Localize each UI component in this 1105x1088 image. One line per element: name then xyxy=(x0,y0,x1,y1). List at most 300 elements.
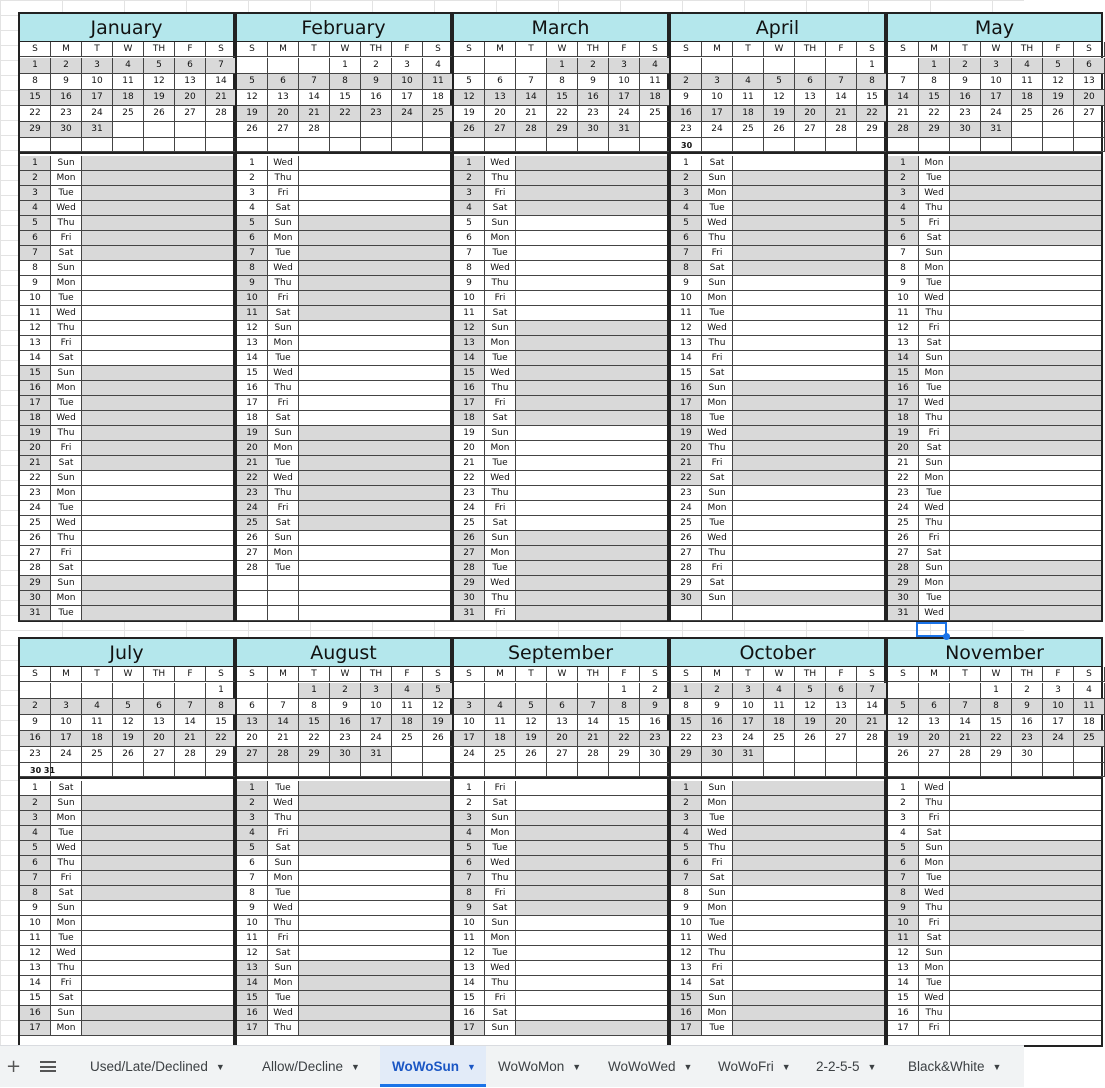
day-name[interactable]: Fri xyxy=(919,916,950,931)
day-notes[interactable] xyxy=(299,576,450,591)
day-notes[interactable] xyxy=(950,411,1101,426)
mini-calendar-day[interactable]: 20 xyxy=(1074,90,1105,106)
mini-calendar-day[interactable] xyxy=(857,763,888,777)
day-name[interactable]: Thu xyxy=(268,916,299,931)
day-number[interactable]: 24 xyxy=(671,501,702,516)
mini-calendar-day[interactable]: 25 xyxy=(764,731,795,747)
day-number[interactable]: 1 xyxy=(20,156,51,171)
mini-calendar-day[interactable]: 23 xyxy=(1012,731,1043,747)
day-notes[interactable] xyxy=(950,1006,1101,1021)
mini-calendar-day[interactable]: 1 xyxy=(857,58,888,74)
day-number[interactable]: 10 xyxy=(454,291,485,306)
mini-calendar-day[interactable] xyxy=(485,138,516,152)
day-name[interactable]: Fri xyxy=(702,561,733,576)
day-name[interactable]: Sat xyxy=(702,871,733,886)
mini-calendar-day[interactable]: 20 xyxy=(237,731,268,747)
day-number[interactable]: 7 xyxy=(888,871,919,886)
day-notes[interactable] xyxy=(299,796,450,811)
day-name[interactable]: Wed xyxy=(51,946,82,961)
day-name[interactable]: Fri xyxy=(485,991,516,1006)
mini-calendar-day[interactable]: 14 xyxy=(206,74,237,90)
mini-calendar-day[interactable] xyxy=(826,58,857,74)
day-name[interactable]: Tue xyxy=(51,501,82,516)
day-number[interactable]: 1 xyxy=(671,156,702,171)
mini-calendar-day[interactable] xyxy=(392,122,423,138)
day-notes[interactable] xyxy=(516,886,667,901)
day-notes[interactable] xyxy=(516,796,667,811)
day-number[interactable]: 9 xyxy=(671,276,702,291)
day-notes[interactable] xyxy=(299,366,450,381)
mini-calendar-day[interactable] xyxy=(640,122,671,138)
day-number[interactable]: 29 xyxy=(888,576,919,591)
day-name[interactable]: Thu xyxy=(702,441,733,456)
day-name[interactable]: Sat xyxy=(51,456,82,471)
day-number[interactable]: 6 xyxy=(454,856,485,871)
mini-calendar-day[interactable]: 26 xyxy=(888,747,919,763)
mini-calendar-day[interactable]: 11 xyxy=(423,74,454,90)
day-name[interactable]: Tue xyxy=(919,276,950,291)
day-notes[interactable] xyxy=(299,991,450,1006)
mini-calendar-day[interactable] xyxy=(764,747,795,763)
mini-calendar-day[interactable]: 6 xyxy=(485,74,516,90)
mini-calendar-day[interactable]: 9 xyxy=(578,74,609,90)
day-name[interactable]: Tue xyxy=(702,516,733,531)
day-number[interactable]: 4 xyxy=(237,826,268,841)
mini-calendar-day[interactable]: 10 xyxy=(702,90,733,106)
mini-calendar-day[interactable]: 18 xyxy=(485,731,516,747)
day-name[interactable]: Sun xyxy=(485,216,516,231)
mini-calendar-day[interactable]: 6 xyxy=(1074,58,1105,74)
day-notes[interactable] xyxy=(950,1021,1101,1036)
day-number[interactable]: 16 xyxy=(237,1006,268,1021)
mini-calendar-day[interactable]: 9 xyxy=(330,699,361,715)
mini-calendar-day[interactable]: 8 xyxy=(547,74,578,90)
day-notes[interactable] xyxy=(299,336,450,351)
mini-calendar-day[interactable] xyxy=(237,138,268,152)
day-number[interactable]: 16 xyxy=(671,381,702,396)
sheet-tab-allow-decline[interactable] xyxy=(250,1046,378,1087)
day-notes[interactable] xyxy=(516,1006,667,1021)
day-name[interactable]: Thu xyxy=(485,591,516,606)
day-number[interactable]: 5 xyxy=(20,841,51,856)
day-notes[interactable] xyxy=(733,186,884,201)
mini-calendar-day[interactable]: 30 xyxy=(702,747,733,763)
day-number[interactable]: 2 xyxy=(671,171,702,186)
day-number[interactable]: 25 xyxy=(20,516,51,531)
mini-calendar-day[interactable]: 1 xyxy=(671,683,702,699)
mini-calendar-day[interactable] xyxy=(671,58,702,74)
selection-handle[interactable] xyxy=(943,633,950,640)
day-name[interactable]: Fri xyxy=(268,931,299,946)
mini-calendar-day[interactable]: 2 xyxy=(51,58,82,74)
mini-calendar-day[interactable]: 11 xyxy=(764,699,795,715)
day-notes[interactable] xyxy=(299,216,450,231)
day-number[interactable]: 2 xyxy=(888,796,919,811)
day-notes[interactable] xyxy=(516,826,667,841)
mini-calendar-day[interactable]: 18 xyxy=(113,90,144,106)
mini-calendar-day[interactable]: 17 xyxy=(454,731,485,747)
day-name[interactable]: Sat xyxy=(268,841,299,856)
day-name[interactable]: Sat xyxy=(51,781,82,796)
day-number[interactable]: 14 xyxy=(237,976,268,991)
day-name[interactable]: Thu xyxy=(485,171,516,186)
mini-calendar-day[interactable]: 5 xyxy=(1043,58,1074,74)
day-number[interactable]: 24 xyxy=(20,501,51,516)
mini-calendar-day[interactable]: 6 xyxy=(547,699,578,715)
day-name[interactable]: Sat xyxy=(51,991,82,1006)
day-number[interactable]: 2 xyxy=(454,796,485,811)
mini-calendar-day[interactable] xyxy=(454,763,485,777)
mini-calendar-day[interactable] xyxy=(268,138,299,152)
day-number[interactable]: 20 xyxy=(237,441,268,456)
day-number[interactable]: 16 xyxy=(888,1006,919,1021)
mini-calendar-day[interactable]: 28 xyxy=(857,731,888,747)
day-name[interactable]: Thu xyxy=(919,901,950,916)
day-notes[interactable] xyxy=(299,396,450,411)
mini-calendar-day[interactable] xyxy=(144,138,175,152)
day-notes[interactable] xyxy=(82,931,233,946)
mini-calendar-day[interactable] xyxy=(423,747,454,763)
day-number[interactable] xyxy=(671,606,702,621)
mini-calendar-day[interactable] xyxy=(485,58,516,74)
day-name[interactable]: Thu xyxy=(51,216,82,231)
mini-calendar-day[interactable]: 10 xyxy=(51,715,82,731)
mini-calendar-day[interactable]: 4 xyxy=(640,58,671,74)
day-name[interactable]: Sun xyxy=(485,321,516,336)
day-notes[interactable] xyxy=(733,931,884,946)
mini-calendar-day[interactable]: 1 xyxy=(981,683,1012,699)
mini-calendar-day[interactable]: 24 xyxy=(51,747,82,763)
day-name[interactable]: Thu xyxy=(702,546,733,561)
day-name[interactable]: Tue xyxy=(485,351,516,366)
mini-calendar-day[interactable] xyxy=(82,763,113,777)
day-number[interactable]: 27 xyxy=(20,546,51,561)
day-number[interactable]: 12 xyxy=(671,321,702,336)
add-sheet-button[interactable]: + xyxy=(6,1056,22,1077)
day-name[interactable]: Wed xyxy=(268,901,299,916)
mini-calendar-day[interactable]: 20 xyxy=(547,731,578,747)
day-name[interactable]: Thu xyxy=(702,946,733,961)
day-number[interactable]: 12 xyxy=(237,946,268,961)
mini-calendar-day[interactable]: 15 xyxy=(609,715,640,731)
day-name[interactable]: Wed xyxy=(268,796,299,811)
day-notes[interactable] xyxy=(516,411,667,426)
day-number[interactable]: 9 xyxy=(671,901,702,916)
day-notes[interactable] xyxy=(299,321,450,336)
day-name[interactable]: Sun xyxy=(702,171,733,186)
day-notes[interactable] xyxy=(950,561,1101,576)
day-notes[interactable] xyxy=(516,931,667,946)
day-name[interactable]: Sun xyxy=(268,426,299,441)
mini-calendar-day[interactable]: 26 xyxy=(1043,106,1074,122)
day-number[interactable]: 4 xyxy=(671,201,702,216)
day-number[interactable]: 3 xyxy=(20,186,51,201)
day-notes[interactable] xyxy=(82,201,233,216)
day-name[interactable]: Sun xyxy=(702,591,733,606)
mini-calendar-day[interactable] xyxy=(578,683,609,699)
mini-calendar-day[interactable]: 21 xyxy=(578,731,609,747)
mini-calendar-day[interactable]: 27 xyxy=(1074,106,1105,122)
day-notes[interactable] xyxy=(299,171,450,186)
day-name[interactable]: Sun xyxy=(51,471,82,486)
day-name[interactable]: Wed xyxy=(919,781,950,796)
day-notes[interactable] xyxy=(299,426,450,441)
day-name[interactable]: Fri xyxy=(51,976,82,991)
day-name[interactable]: Sat xyxy=(702,976,733,991)
day-number[interactable]: 3 xyxy=(454,811,485,826)
mini-calendar-day[interactable]: 3 xyxy=(981,58,1012,74)
mini-calendar-day[interactable]: 21 xyxy=(299,106,330,122)
day-notes[interactable] xyxy=(299,516,450,531)
mini-calendar-day[interactable] xyxy=(392,138,423,152)
day-notes[interactable] xyxy=(733,546,884,561)
day-name[interactable]: Sat xyxy=(702,576,733,591)
day-name[interactable]: Fri xyxy=(919,426,950,441)
day-number[interactable]: 9 xyxy=(20,276,51,291)
mini-calendar-day[interactable] xyxy=(144,683,175,699)
mini-calendar-day[interactable]: 11 xyxy=(113,74,144,90)
day-number[interactable]: 16 xyxy=(20,381,51,396)
day-number[interactable]: 8 xyxy=(237,886,268,901)
day-notes[interactable] xyxy=(733,411,884,426)
day-number[interactable]: 3 xyxy=(237,186,268,201)
day-number[interactable]: 11 xyxy=(671,931,702,946)
mini-calendar-day[interactable]: 12 xyxy=(454,90,485,106)
day-number[interactable]: 13 xyxy=(454,336,485,351)
mini-calendar-day[interactable]: 21 xyxy=(826,106,857,122)
day-name[interactable]: Wed xyxy=(919,606,950,621)
mini-calendar-day[interactable]: 28 xyxy=(299,122,330,138)
chevron-down-icon[interactable]: ▼ xyxy=(867,1061,877,1072)
day-notes[interactable] xyxy=(82,261,233,276)
mini-calendar-day[interactable]: 14 xyxy=(516,90,547,106)
day-name[interactable]: Tue xyxy=(268,886,299,901)
day-notes[interactable] xyxy=(733,501,884,516)
day-number[interactable]: 4 xyxy=(888,201,919,216)
day-number[interactable]: 7 xyxy=(20,246,51,261)
day-number[interactable]: 21 xyxy=(237,456,268,471)
mini-calendar-day[interactable]: 5 xyxy=(516,699,547,715)
day-number[interactable]: 15 xyxy=(888,991,919,1006)
day-notes[interactable] xyxy=(950,916,1101,931)
chevron-down-icon[interactable]: ▼ xyxy=(351,1061,360,1072)
day-name[interactable]: Fri xyxy=(485,291,516,306)
day-name[interactable]: Sat xyxy=(268,201,299,216)
mini-calendar-day[interactable] xyxy=(671,763,702,777)
day-name[interactable]: Sun xyxy=(702,991,733,1006)
day-number[interactable]: 26 xyxy=(237,531,268,546)
day-name[interactable]: Fri xyxy=(268,501,299,516)
day-name[interactable]: Tue xyxy=(51,931,82,946)
day-number[interactable]: 10 xyxy=(454,916,485,931)
day-notes[interactable] xyxy=(950,231,1101,246)
day-notes[interactable] xyxy=(733,276,884,291)
day-notes[interactable] xyxy=(733,426,884,441)
mini-calendar-day[interactable]: 30 xyxy=(330,747,361,763)
day-number[interactable]: 23 xyxy=(671,486,702,501)
mini-calendar-day[interactable]: 3 xyxy=(609,58,640,74)
day-notes[interactable] xyxy=(516,486,667,501)
day-number[interactable]: 14 xyxy=(20,351,51,366)
day-notes[interactable] xyxy=(950,976,1101,991)
day-name[interactable]: Sat xyxy=(268,411,299,426)
mini-calendar-day[interactable]: 31 xyxy=(981,122,1012,138)
day-notes[interactable] xyxy=(299,886,450,901)
day-name[interactable]: Fri xyxy=(702,246,733,261)
mini-calendar-day[interactable] xyxy=(547,763,578,777)
day-name[interactable]: Thu xyxy=(268,276,299,291)
day-notes[interactable] xyxy=(299,781,450,796)
day-name[interactable]: Mon xyxy=(51,591,82,606)
day-notes[interactable] xyxy=(82,336,233,351)
day-number[interactable]: 1 xyxy=(454,156,485,171)
day-notes[interactable] xyxy=(299,486,450,501)
mini-calendar-day[interactable]: 8 xyxy=(299,699,330,715)
day-notes[interactable] xyxy=(950,321,1101,336)
mini-calendar-day[interactable] xyxy=(702,58,733,74)
mini-calendar-day[interactable]: 4 xyxy=(82,699,113,715)
day-name[interactable]: Sun xyxy=(268,856,299,871)
mini-calendar-day[interactable]: 1 xyxy=(547,58,578,74)
day-notes[interactable] xyxy=(950,366,1101,381)
day-notes[interactable] xyxy=(516,171,667,186)
day-number[interactable]: 8 xyxy=(237,261,268,276)
day-notes[interactable] xyxy=(733,216,884,231)
mini-calendar-day[interactable]: 19 xyxy=(764,106,795,122)
day-notes[interactable] xyxy=(950,516,1101,531)
day-notes[interactable] xyxy=(516,501,667,516)
day-number[interactable]: 6 xyxy=(20,856,51,871)
day-number[interactable]: 3 xyxy=(454,186,485,201)
mini-calendar-day[interactable] xyxy=(795,763,826,777)
day-name[interactable]: Mon xyxy=(702,796,733,811)
mini-calendar-day[interactable]: 1 xyxy=(20,58,51,74)
day-notes[interactable] xyxy=(733,811,884,826)
day-number[interactable]: 5 xyxy=(237,841,268,856)
day-number[interactable]: 9 xyxy=(888,901,919,916)
day-name[interactable]: Mon xyxy=(51,276,82,291)
day-number[interactable]: 2 xyxy=(237,171,268,186)
day-notes[interactable] xyxy=(516,456,667,471)
mini-calendar-day[interactable]: 5 xyxy=(113,699,144,715)
day-number[interactable]: 10 xyxy=(20,291,51,306)
day-name[interactable]: Sat xyxy=(268,516,299,531)
mini-calendar-day[interactable]: 11 xyxy=(1012,74,1043,90)
day-notes[interactable] xyxy=(733,471,884,486)
day-notes[interactable] xyxy=(82,396,233,411)
day-notes[interactable] xyxy=(733,291,884,306)
day-name[interactable]: Sat xyxy=(919,336,950,351)
day-name[interactable]: Thu xyxy=(268,381,299,396)
day-number[interactable]: 4 xyxy=(671,826,702,841)
mini-calendar-day[interactable]: 5 xyxy=(795,683,826,699)
mini-calendar-day[interactable] xyxy=(1074,138,1105,152)
mini-calendar-day[interactable]: 1 xyxy=(299,683,330,699)
mini-calendar-day[interactable]: 15 xyxy=(671,715,702,731)
day-number[interactable]: 19 xyxy=(671,426,702,441)
mini-calendar-day[interactable]: 29 xyxy=(20,122,51,138)
mini-calendar-day[interactable]: 14 xyxy=(888,90,919,106)
mini-calendar-day[interactable]: 16 xyxy=(20,731,51,747)
day-name[interactable]: Mon xyxy=(919,961,950,976)
day-number[interactable]: 13 xyxy=(888,336,919,351)
mini-calendar-day[interactable]: 7 xyxy=(857,683,888,699)
mini-calendar-day[interactable] xyxy=(1043,747,1074,763)
day-notes[interactable] xyxy=(82,156,233,171)
mini-calendar-day[interactable]: 11 xyxy=(82,715,113,731)
mini-calendar-day[interactable] xyxy=(516,683,547,699)
mini-calendar-day[interactable] xyxy=(454,683,485,699)
day-name[interactable]: Wed xyxy=(702,826,733,841)
mini-calendar-day[interactable]: 26 xyxy=(144,106,175,122)
day-number[interactable]: 13 xyxy=(671,336,702,351)
day-notes[interactable] xyxy=(299,916,450,931)
day-name[interactable]: Fri xyxy=(919,811,950,826)
day-number[interactable]: 22 xyxy=(20,471,51,486)
mini-calendar-day[interactable] xyxy=(609,138,640,152)
day-notes[interactable] xyxy=(950,811,1101,826)
mini-calendar-day[interactable]: 22 xyxy=(299,731,330,747)
day-notes[interactable] xyxy=(516,531,667,546)
sheet-tab-wowofri[interactable] xyxy=(706,1046,802,1087)
day-number[interactable]: 25 xyxy=(454,516,485,531)
day-notes[interactable] xyxy=(733,396,884,411)
day-number[interactable]: 19 xyxy=(237,426,268,441)
day-name[interactable]: Wed xyxy=(268,156,299,171)
day-number[interactable]: 15 xyxy=(888,366,919,381)
mini-calendar-day[interactable]: 8 xyxy=(981,699,1012,715)
day-number[interactable]: 14 xyxy=(888,351,919,366)
mini-calendar-day[interactable] xyxy=(144,122,175,138)
mini-calendar-day[interactable]: 16 xyxy=(1012,715,1043,731)
day-number[interactable]: 21 xyxy=(454,456,485,471)
mini-calendar-day[interactable]: 22 xyxy=(671,731,702,747)
mini-calendar-day[interactable] xyxy=(826,763,857,777)
day-notes[interactable] xyxy=(299,411,450,426)
day-number[interactable]: 23 xyxy=(20,486,51,501)
day-notes[interactable] xyxy=(299,901,450,916)
day-number[interactable]: 16 xyxy=(237,381,268,396)
mini-calendar-day[interactable]: 16 xyxy=(950,90,981,106)
day-notes[interactable] xyxy=(516,381,667,396)
mini-calendar-day[interactable]: 23 xyxy=(51,106,82,122)
day-number[interactable]: 11 xyxy=(237,306,268,321)
mini-calendar-day[interactable]: 13 xyxy=(547,715,578,731)
mini-calendar-day[interactable] xyxy=(733,58,764,74)
mini-calendar-day[interactable]: 10 xyxy=(454,715,485,731)
day-name[interactable]: Thu xyxy=(485,976,516,991)
day-number[interactable]: 6 xyxy=(237,856,268,871)
day-notes[interactable] xyxy=(950,991,1101,1006)
day-notes[interactable] xyxy=(733,871,884,886)
mini-calendar-day[interactable]: 10 xyxy=(981,74,1012,90)
day-notes[interactable] xyxy=(82,841,233,856)
mini-calendar-day[interactable] xyxy=(237,58,268,74)
mini-calendar-day[interactable] xyxy=(206,763,237,777)
mini-calendar-day[interactable]: 30 xyxy=(51,122,82,138)
mini-calendar-day[interactable] xyxy=(764,138,795,152)
day-notes[interactable] xyxy=(950,841,1101,856)
day-notes[interactable] xyxy=(733,381,884,396)
mini-calendar-day[interactable]: 30 xyxy=(950,122,981,138)
day-name[interactable]: Sat xyxy=(919,441,950,456)
mini-calendar-day[interactable]: 20 xyxy=(826,715,857,731)
day-notes[interactable] xyxy=(516,811,667,826)
day-number[interactable]: 12 xyxy=(237,321,268,336)
mini-calendar-day[interactable] xyxy=(206,138,237,152)
day-name[interactable]: Tue xyxy=(919,486,950,501)
day-name[interactable]: Sun xyxy=(51,1006,82,1021)
